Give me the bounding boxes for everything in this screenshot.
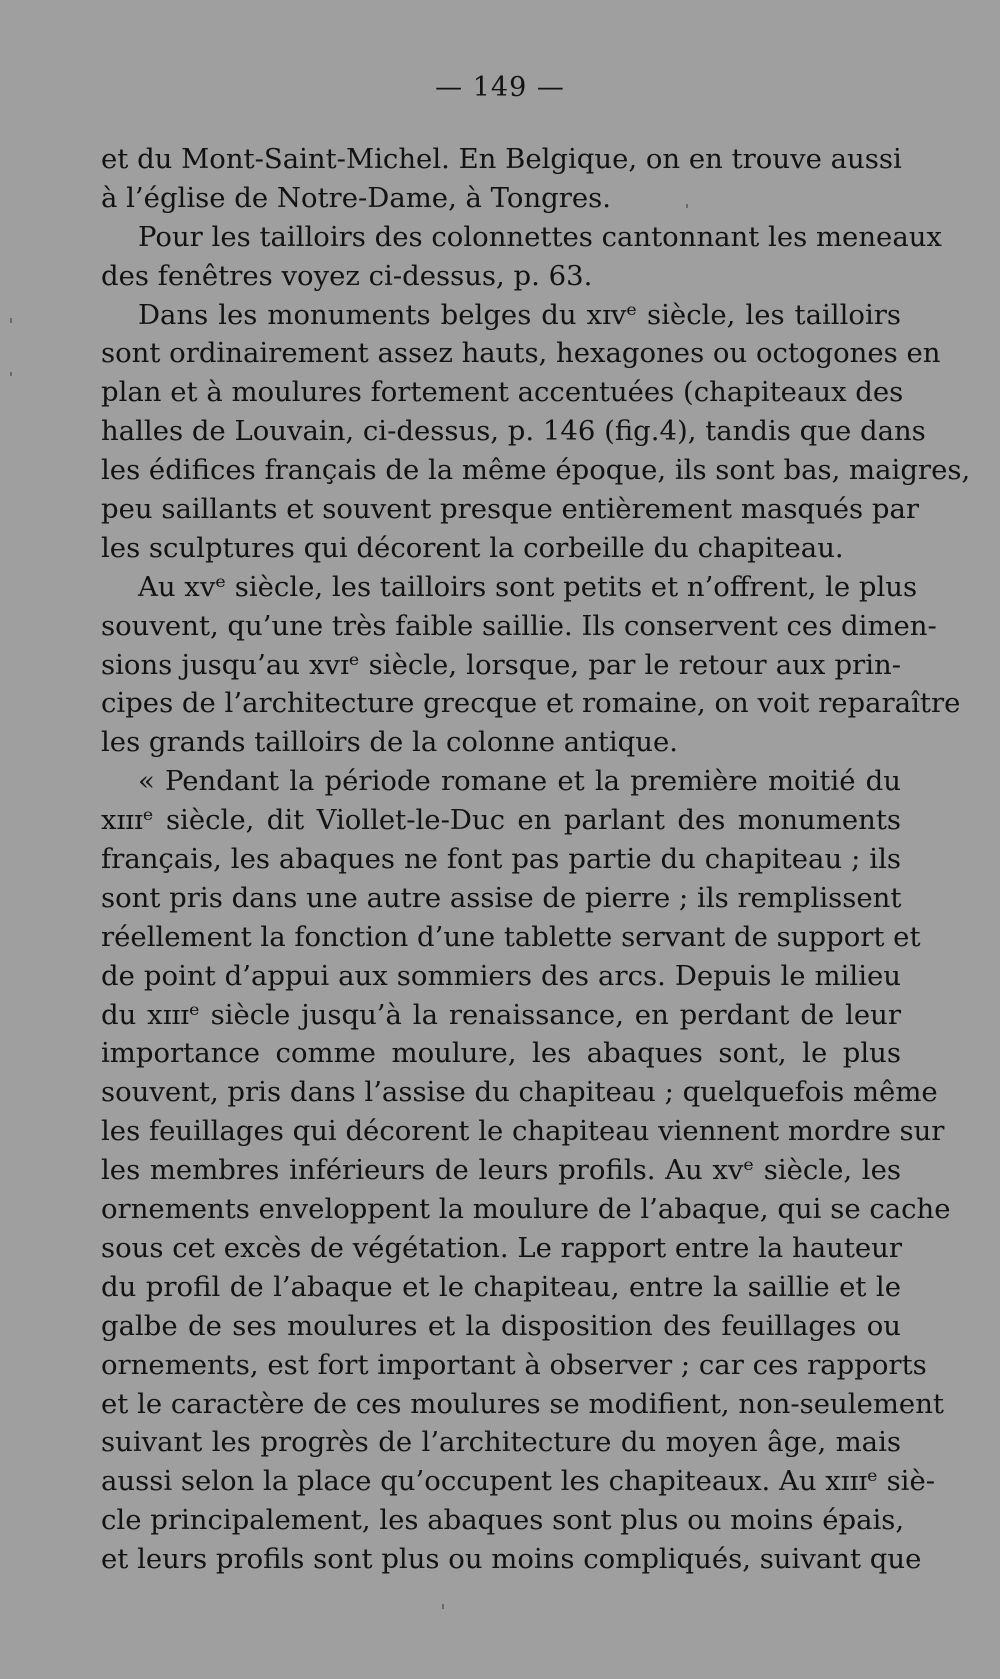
text-line: souvent, pris dans l’assise du chapiteau ; quelquefois même xyxy=(101,1076,938,1109)
text-line: du xɪɪɪᵉ siècle jusqu’à la renaissance, en perdant de leur xyxy=(101,998,901,1031)
text-line: aussi selon la place qu’occupent les chapiteaux. Au xɪɪɪᵉ siè- xyxy=(101,1465,936,1498)
scan-speck xyxy=(686,204,688,208)
text-line: à l’église de Notre-Dame, à Tongres. xyxy=(101,181,612,214)
body-text xyxy=(101,140,971,1579)
text-line: plan et à moulures fortement accentuées (chapiteaux des xyxy=(101,376,904,409)
scan-speck xyxy=(10,372,12,376)
text-line: halles de Louvain, ci-dessus, p. 146 (fig.4), tandis que dans xyxy=(101,415,926,448)
text-line: ornements enveloppent la moulure de l’abaque, qui se cache xyxy=(101,1193,951,1226)
text-line: sions jusqu’au xᴠɪᵉ siècle, lorsque, par le retour aux prin- xyxy=(101,648,901,681)
scan-speck xyxy=(10,318,12,323)
text-line: « Pendant la période romane et la première moitié du xyxy=(138,765,901,798)
text-line: français, les abaques ne font pas partie du chapiteau ; ils xyxy=(101,843,901,876)
text-line: et leurs profils sont plus ou moins compliqués, suivant que xyxy=(101,1543,922,1576)
text-line: les membres inférieurs de leurs profils. Au xᴠᵉ siècle, les xyxy=(101,1154,901,1187)
text-line: les édifices français de la même époque, ils sont bas, maigres, xyxy=(101,454,971,487)
text-line: xɪɪɪᵉ siècle, dit Viollet-le-Duc en parlant des monuments xyxy=(101,804,901,837)
text-line: suivant les progrès de l’architecture du moyen âge, mais xyxy=(101,1426,901,1459)
text-line: et du Mont-Saint-Michel. En Belgique, on en trouve aussi xyxy=(101,143,902,175)
text-line: peu saillants et souvent presque entièrement masqués par xyxy=(101,493,920,526)
text-line: réellement la fonction d’une tablette servant de support et xyxy=(101,920,921,953)
text-line: cipes de l’architecture grecque et romaine, on voit reparaître xyxy=(101,687,961,720)
text-line: cle principalement, les abaques sont plus ou moins épais, xyxy=(101,1504,905,1537)
text-line: ornements, est fort important à observer ; car ces rapports xyxy=(101,1348,927,1381)
text-line: du profil de l’abaque et le chapiteau, entre la saillie et le xyxy=(101,1270,901,1303)
text-line: Dans les monuments belges du xɪᴠᵉ siècle, les tailloirs xyxy=(138,298,901,331)
text-line: les grands tailloirs de la colonne antique. xyxy=(101,726,679,759)
text-line: sont ordinairement assez hauts, hexagones ou octogones en xyxy=(101,337,941,370)
text-line: les feuillages qui décorent le chapiteau viennent mordre sur xyxy=(101,1115,945,1148)
text-line: Pour les tailloirs des colonnettes cantonnant les meneaux xyxy=(138,220,942,253)
text-line: galbe de ses moulures et la disposition des feuillages ou xyxy=(101,1309,901,1342)
text-line: de point d’appui aux sommiers des arcs. Depuis le milieu xyxy=(101,959,901,992)
text-line: sont pris dans une autre assise de pierre ; ils remplissent xyxy=(101,881,902,914)
text-line: des fenêtres voyez ci-dessus, p. 63. xyxy=(101,259,593,292)
text-line: importance comme moulure, les abaques sont, le plus xyxy=(101,1037,901,1070)
text-line: souvent, qu’une très faible saillie. Ils conservent ces dimen- xyxy=(101,609,937,642)
text-line: sous cet excès de végétation. Le rapport entre la hauteur xyxy=(101,1231,903,1264)
text-line: les sculptures qui décorent la corbeille du chapiteau. xyxy=(101,531,844,564)
scan-speck xyxy=(442,1604,444,1609)
page-number: — 149 — xyxy=(435,72,565,103)
text-line: Au xᴠᵉ siècle, les tailloirs sont petits et n’offrent, le plus xyxy=(138,570,918,603)
text-line: et le caractère de ces moulures se modifient, non-seulement xyxy=(101,1387,944,1420)
